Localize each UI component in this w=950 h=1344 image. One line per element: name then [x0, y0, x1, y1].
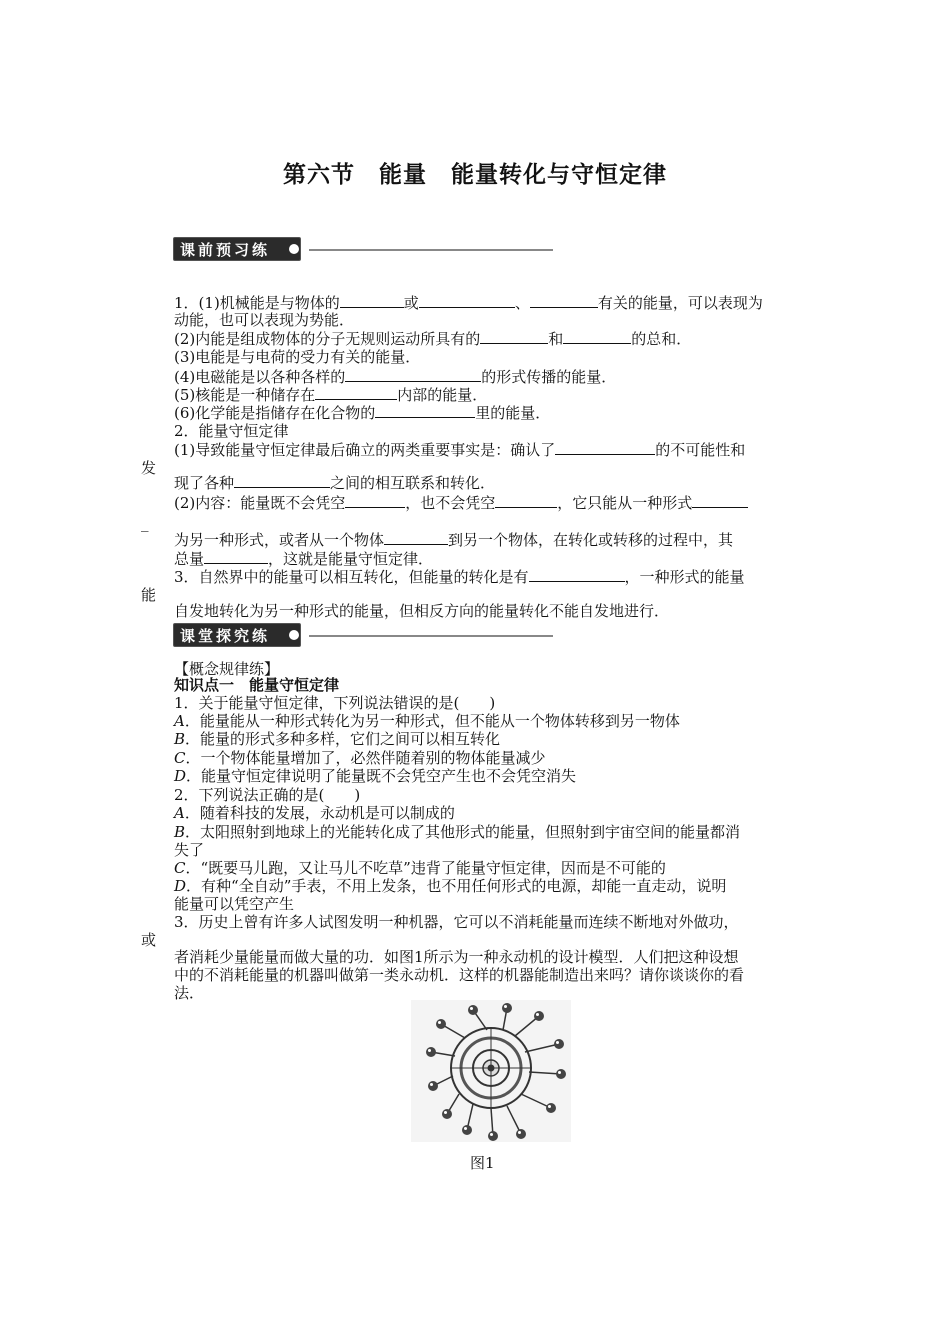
answer-blank	[204, 549, 268, 564]
question-line	[174, 567, 745, 586]
text: 现了各种	[174, 474, 235, 492]
option-letter: A	[174, 804, 185, 822]
text: (2)内容：能量既不会凭空	[174, 494, 346, 512]
question-line	[174, 293, 763, 312]
option-line: 能量可以凭空产生	[174, 895, 295, 913]
section-heading: 【概念规律练】	[174, 660, 280, 678]
question-line: 法．	[174, 984, 205, 1002]
question-line	[174, 403, 550, 422]
answer-blank	[480, 329, 548, 344]
text: 的总和．	[631, 330, 692, 348]
answer-blank	[345, 493, 405, 508]
text: ，一种形式的能量	[624, 568, 745, 586]
option-line: 失了	[174, 841, 205, 859]
text: ，也不会凭空	[405, 494, 496, 512]
text: (6)化学能是指储存在化合物的	[174, 404, 376, 422]
text: ．随着科技的发展，永动机是可以制成的	[184, 804, 455, 822]
answer-blank	[340, 293, 404, 308]
question-line: 3．历史上曾有许多人试图发明一种机器，它可以不消耗能量而连续不断地对外做功，	[174, 913, 739, 931]
text: 里的能量．	[475, 404, 551, 422]
option-line	[174, 749, 546, 767]
text: ．能量能从一种形式转化为另一种形式，但不能从一个物体转移到另一物体	[184, 712, 680, 730]
text: 有关的能量，可以表现为	[597, 294, 763, 312]
option-letter: B	[174, 730, 186, 748]
question-line: 2．下列说法正确的是( )	[174, 786, 361, 804]
section-banner-explore	[173, 622, 557, 650]
answer-blank	[529, 567, 625, 582]
question-line: 自发地转化为另一种形式的能量，但相反方向的能量转化不能自发地进行．	[174, 602, 670, 620]
option-letter: A	[174, 712, 185, 730]
margin-char: 或	[141, 931, 157, 949]
answer-blank	[563, 329, 631, 344]
page-title: 第六节 能量 能量转化与守恒定律	[283, 162, 667, 188]
option-line	[174, 767, 576, 785]
banner-rule	[309, 635, 553, 637]
option-line	[174, 712, 680, 730]
option-letter: D	[174, 877, 187, 895]
answer-blank	[345, 367, 481, 382]
question-line	[174, 367, 616, 386]
text: ．“既要马儿跑，又让马儿不吃草”违背了能量守恒定律，因而是不可能的	[185, 859, 666, 877]
text: ，这就是能量守恒定律．	[268, 550, 434, 568]
question-line	[174, 385, 487, 404]
option-letter: B	[174, 823, 186, 841]
option-line	[174, 730, 500, 748]
text: 的形式传播的能量．	[481, 368, 617, 386]
text: (2)内能是组成物体的分子无规则运动所具有的	[174, 330, 481, 348]
question-line	[174, 549, 433, 568]
text: 为另一种形式，或者从一个物体	[174, 531, 385, 549]
margin-char: 能	[141, 586, 157, 604]
text: 之间的相互联系和转化．	[330, 474, 496, 492]
text: (1)导致能量守恒定律最后确立的两类重要事实是：确认了	[174, 441, 556, 459]
banner-rule	[309, 249, 553, 251]
banner-dot-icon	[289, 630, 299, 640]
banner-label: 课堂探究练	[173, 623, 301, 647]
answer-blank	[692, 493, 748, 508]
option-line	[174, 877, 726, 895]
question-line: 1．关于能量守恒定律，下列说法错误的是( )	[174, 694, 496, 712]
question-line	[174, 493, 748, 512]
answer-blank	[375, 403, 475, 418]
answer-blank	[555, 440, 655, 455]
answer-blank	[419, 293, 515, 308]
option-line	[174, 859, 666, 877]
text: ．太阳照射到地球上的光能转化成了其他形式的能量，但照射到宇宙空间的能量都消	[185, 823, 741, 841]
answer-blank	[234, 473, 330, 488]
option-line	[174, 804, 455, 822]
question-line: 2．能量守恒定律	[174, 422, 289, 440]
option-letter: C	[174, 749, 186, 767]
question-line: 动能，也可以表现为势能．	[174, 311, 355, 329]
text: 和	[548, 330, 564, 348]
text: ，它只能从一种形式	[557, 494, 693, 512]
answer-blank	[315, 385, 397, 400]
figure-caption: 图1	[470, 1154, 495, 1172]
text: 、	[514, 294, 530, 312]
answer-blank	[384, 530, 448, 545]
option-line	[174, 823, 740, 841]
question-line	[174, 473, 495, 492]
text: 的不可能性和	[655, 441, 746, 459]
perpetual-motion-wheel-figure	[411, 1000, 571, 1142]
text: ．有种“全自动”手表，不用上发条，也不用任何形式的电源，却能一直走动，说明	[186, 877, 727, 895]
text: 内部的能量．	[397, 386, 488, 404]
question-line: (3)电能是与电荷的受力有关的能量．	[174, 348, 421, 366]
answer-blank	[530, 293, 598, 308]
section-banner-preview	[173, 236, 557, 264]
text: ．能量守恒定律说明了能量既不会凭空产生也不会凭空消失	[186, 767, 577, 785]
question-line	[174, 440, 745, 459]
option-letter: D	[174, 767, 187, 785]
answer-blank	[495, 493, 557, 508]
question-line	[174, 530, 733, 549]
margin-char: 发	[141, 459, 157, 477]
banner-label: 课前预习练	[173, 237, 301, 261]
banner-dot-icon	[289, 244, 299, 254]
text: 总量	[174, 550, 205, 568]
text: 或	[403, 294, 419, 312]
text: (4)电磁能是以各种各样的	[174, 368, 346, 386]
text: 到另一个物体，在转化或转移的过程中，其	[448, 531, 734, 549]
text: 3．自然界中的能量可以相互转化，但能量的转化是有	[174, 568, 529, 586]
margin-char: _	[141, 514, 149, 532]
topic-heading: 知识点一 能量守恒定律	[174, 676, 340, 694]
text: (5)核能是一种储存在	[174, 386, 316, 404]
text: ．一个物体能量增加了，必然伴随着别的物体能量减少	[185, 749, 546, 767]
question-line: 者消耗少量能量而做大量的功．如图1所示为一种永动机的设计模型．人们把这种设想	[174, 948, 739, 966]
text: 1．(1)机械能是与物体的	[174, 294, 340, 312]
question-line: 中的不消耗能量的机器叫做第一类永动机．这样的机器能制造出来吗？请你谈谈你的看	[174, 966, 745, 984]
text: ．能量的形式多种多样，它们之间可以相互转化	[185, 730, 501, 748]
option-letter: C	[174, 859, 186, 877]
question-line	[174, 329, 691, 348]
